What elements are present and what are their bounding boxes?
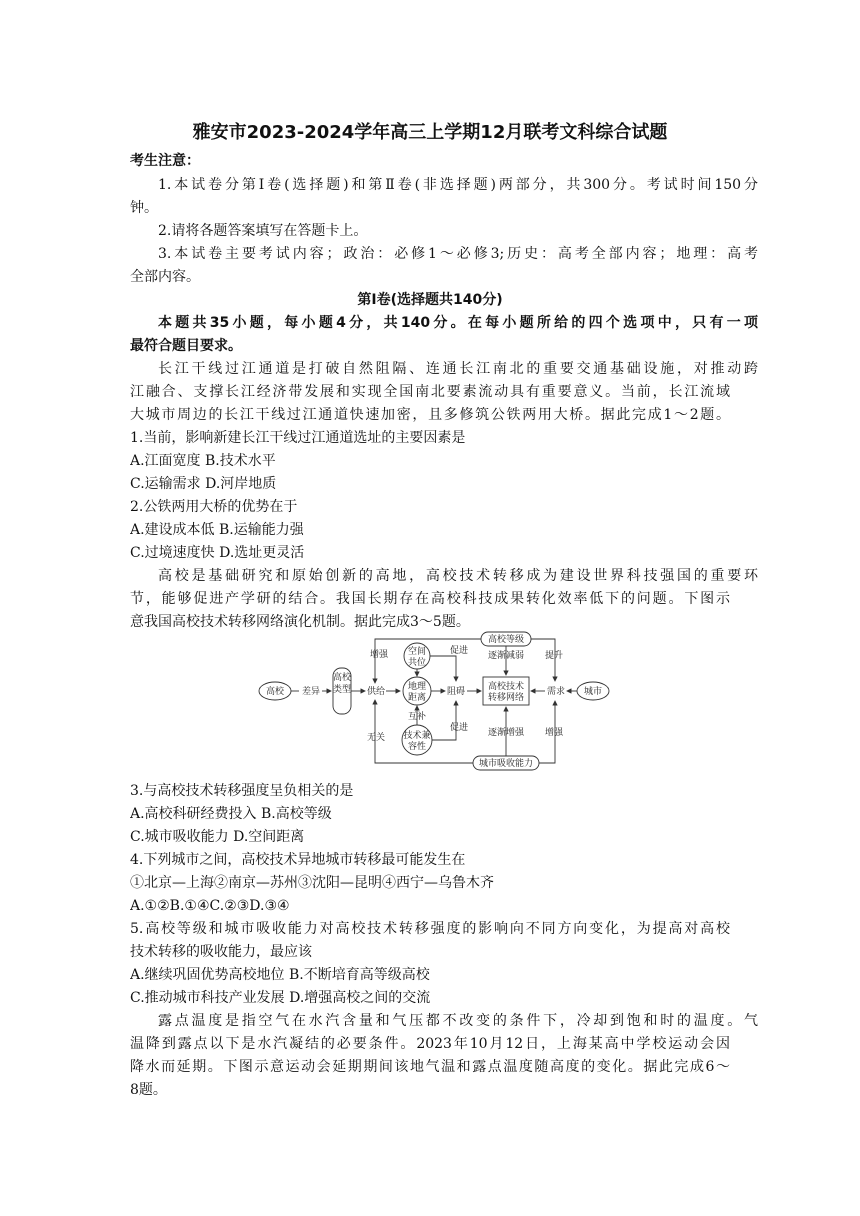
- diagram-node-dili-1: 地理: [407, 682, 427, 692]
- q3-options-ab: A.高校科研经费投入 B.高校等级: [130, 806, 332, 822]
- passage3-line1: 露点温度是指空气在水汽含量和气压都不改变的条件下，冷却到饱和时的温度。气: [158, 1013, 758, 1029]
- q5-stem-b: 技术转移的吸收能力，最应该: [130, 944, 312, 960]
- diagram-node-xishou: 城市吸收能力: [478, 759, 534, 769]
- q4-options: A.①②B.①④C.②③D.③④: [130, 898, 290, 914]
- notice-item-3b: 全部内容。: [130, 269, 200, 285]
- notice-item-1a: 1.本试卷分第Ⅰ卷(选择题)和第Ⅱ卷(非选择题)两部分，共300分。考试时间150分: [158, 177, 758, 193]
- q1-options-cd: C.运输需求 D.河岸地质: [130, 476, 277, 492]
- diagram-label-cujin-top: 促进: [449, 646, 469, 656]
- passage2-line1: 高校是基础研究和原始创新的高地，高校技术转移成为建设世界科技强国的重要环: [158, 568, 758, 584]
- tech-transfer-diagram: [255, 628, 615, 778]
- diagram-node-dili-2: 距离: [407, 693, 427, 703]
- diagram-label-chayi: 差异: [301, 687, 321, 697]
- notice-item-2: 2.请将各题答案填写在答题卡上。: [158, 223, 368, 239]
- diagram-node-chengshi: 城市: [583, 687, 603, 697]
- passage1-line3: 大城市周边的长江干线过江通道快速加密，且多修筑公铁两用大桥。据此完成1～2题。: [130, 407, 730, 423]
- diagram-label-zengqiang-top: 增强: [369, 650, 389, 660]
- section-intro-a: 本题共35小题，每小题4分，共140分。在每小题所给的四个选项中，只有一项: [158, 315, 758, 331]
- notice-item-1b: 钟。: [130, 200, 158, 216]
- diagram-label-hubu: 互补: [407, 712, 427, 722]
- q1-options-ab: A.江面宽度 B.技术水平: [130, 453, 276, 469]
- passage1-line1: 长江干线过江通道是打破自然阻隔、连通长江南北的重要交通基础设施，对推动跨: [158, 361, 758, 377]
- diagram-node-leixing-2: 类型: [332, 685, 352, 695]
- diagram-node-gaoxiao: 高校: [265, 687, 285, 697]
- diagram-label-xuqiu: 需求: [546, 687, 566, 697]
- diagram-label-wuguan: 无关: [366, 733, 386, 743]
- notice-item-3a: 3.本试卷主要考试内容；政治：必修1～必修3;历史：高考全部内容；地理：高考: [158, 246, 758, 262]
- q2-options-cd: C.过境速度快 D.选址更灵活: [130, 545, 305, 561]
- passage2-line3: 意我国高校技术转移网络演化机制。据此完成3～5题。: [130, 614, 470, 630]
- passage2-line2: 节，能够促进产学研的结合。我国长期存在高校科技成果转化效率低下的问题。下图示: [130, 591, 730, 607]
- diagram-label-zengqiang-right: 增强: [544, 728, 564, 738]
- passage1-line2: 江融合、支撑长江经济带发展和实现全国南北要素流动具有重要意义。当前，长江流域: [130, 384, 730, 400]
- q4-pairs: ①北京—上海②南京—苏州③沈阳—昆明④西宁—乌鲁木齐: [130, 875, 494, 891]
- diagram-node-jianrong-1: 技术兼: [403, 731, 431, 741]
- passage3-line3: 降水而延期。下图示意运动会延期期间该地气温和露点温度随高度的变化。据此完成6～: [130, 1059, 730, 1075]
- q1-stem: 1.当前，影响新建长江干线过江通道选址的主要因素是: [130, 430, 466, 446]
- diagram-node-wangluo-1: 高校技术: [487, 682, 525, 692]
- diagram-node-kongjian-1: 空间: [407, 647, 427, 657]
- section-heading: 第Ⅰ卷(选择题共140分): [357, 292, 503, 308]
- section-intro-b: 最符合题目要求。: [130, 338, 242, 354]
- diagram-label-zhujian-zengqiang: 逐渐增强: [487, 728, 525, 738]
- passage3-line2: 温降到露点以下是水汽凝结的必要条件。2023年10月12日，上海某高中学校运动会因: [130, 1036, 730, 1052]
- q3-stem: 3.与高校技术转移强度呈负相关的是: [130, 783, 354, 799]
- exam-title: 雅安市2023-2024学年高三上学期12月联考文科综合试题: [192, 122, 668, 143]
- diagram-label-zuai: 阻碍: [446, 687, 466, 697]
- notice-heading: 考生注意：: [130, 153, 200, 169]
- diagram-node-jianrong-2: 容性: [407, 742, 427, 752]
- passage3-line4: 8题。: [130, 1082, 167, 1098]
- diagram-label-tisheng: 提升: [544, 651, 564, 661]
- diagram-label-zhujian-jianruo: 逐渐减弱: [487, 651, 525, 661]
- diagram-label-cujin-bottom: 促进: [449, 723, 469, 733]
- q4-stem: 4.下列城市之间，高校技术异地城市转移最可能发生在: [130, 852, 466, 868]
- q5-stem-a: 5.高校等级和城市吸收能力对高校技术转移强度的影响向不同方向变化，为提高对高校: [130, 921, 730, 937]
- diagram-node-leixing-1: 高校: [332, 673, 352, 683]
- diagram-node-wangluo-2: 转移网络: [487, 693, 525, 703]
- diagram-label-gongji: 供给: [366, 687, 386, 697]
- q5-options-cd: C.推动城市科技产业发展 D.增强高校之间的交流: [130, 990, 431, 1006]
- diagram-node-dengji: 高校等级: [487, 635, 525, 645]
- diagram-node-kongjian-2: 共位: [407, 658, 427, 668]
- q5-options-ab: A.继续巩固优势高校地位 B.不断培育高等级高校: [130, 967, 430, 983]
- q2-options-ab: A.建设成本低 B.运输能力强: [130, 522, 304, 538]
- q3-options-cd: C.城市吸收能力 D.空间距离: [130, 829, 305, 845]
- q2-stem: 2.公铁两用大桥的优势在于: [130, 499, 298, 515]
